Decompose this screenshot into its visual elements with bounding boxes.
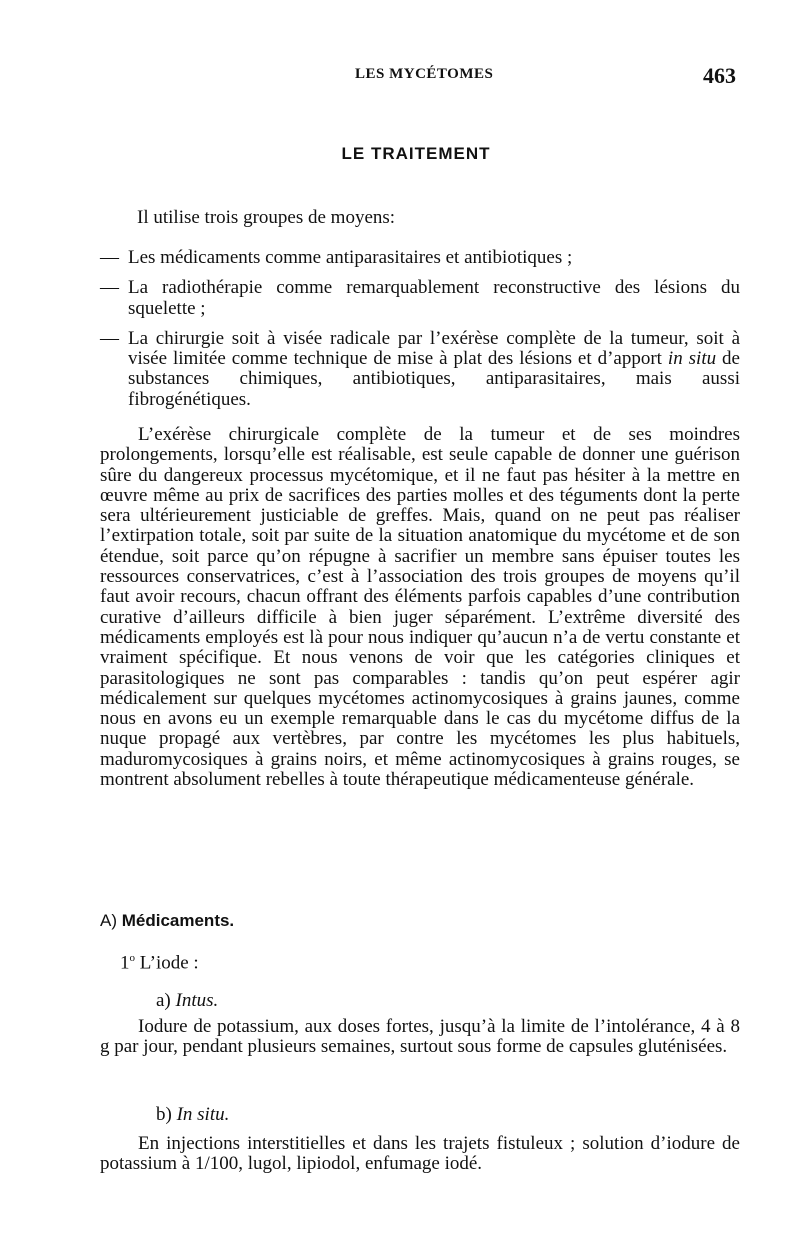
list-item-text-after: de substances chimiques, antibiotiques, antiparasitaires, mais aussi fibrogénétiques. [128,348,740,410]
running-header [0,63,800,90]
subsection-title: Médicaments. [121,911,235,930]
list-dash: — [100,277,119,299]
page-number: 463 [703,63,736,88]
intro-paragraph: Il utilise trois groupes de moyens: [137,207,396,228]
item-a-label: Intus. [175,990,219,1011]
list-dash: — [100,247,119,268]
item-degree: o [129,952,135,964]
item-b-prefix: b) [156,1104,172,1125]
subsection-prefix: A) [100,911,117,930]
item-a-prefix: a) [156,990,171,1011]
list-item-text-italic: in situ [667,348,717,370]
main-paragraph: L’exérèse chirurgicale complète de la tumeur et de ses moindres prolongements, lorsqu’elle est réalisable, est seule capable de donner une guérison sûre du dangereux processus mycétomique, et il ne faut pas hésiter à la mettre en œuvre même au prix de sacrifices des parties molles et des téguments dont la perte sera ultérieurement justiciable de greffes. Mais, quand on ne peut pas réaliser l’extirpation totale, soit par suite de la situation anatomique du mycétome et de son étendue, soit parce qu’on répugne à sacrifier un membre sans épuiser toutes les ressources conservatrices, c’est à l’association des trois groupes de moyens qu’il faut avoir recours, chacun offrant des éléments parfois capables d’une contribution curative d’ailleurs difficile à bien juger séparément. L’extrême diversité des médicaments employés est là pour nous indiquer qu’aucun n’a de vertu constante et vraiment spécifique. Et nous venons de voir que les catégories cliniques et parasitologiques ne sont pas comparables : tandis qu’on peut espérer agir médicalement sur quelques mycétomes actinomycosiques à grains jaunes, comme nous en avons eu un exemple remarquable dans le cas du mycétome diffus de la nuque propagé aux vertèbres, par contre les mycétomes les plus habituels, maduromycosiques à grains noirs, et même actinomycosiques à grains rouges, se montrent absolument rebelles à toute thérapeutique médicamenteuse générale. [100,424,740,791]
insitu-paragraph: En injections interstitielles et dans les trajets fistuleux ; solution d’iodure de potassium à 1/100, lugol, lipiodol, enfumage iodé. [100,1133,740,1175]
subsection-heading-a [100,911,234,931]
item-label: L’iode : [139,952,199,974]
list-item-medications [100,248,740,268]
item-a-heading [156,990,218,1012]
list-item-text-before: La chirurgie soit à visée radicale par l’exérèse complète de la tumeur, soit à visée limitée comme technique de mise à plat des lésions et d’apport [128,327,740,370]
list-item-text: La radiothérapie comme remarquablement reconstructive des lésions du squelette ; [128,277,740,319]
item-b-label: In situ. [176,1104,230,1125]
list-item-surgery [100,329,740,410]
intus-paragraph: Iodure de potassium, aux doses fortes, jusqu’à la limite de l’intolérance, 4 à 8 g par jour, pendant plusieurs semaines, surtout sous forme de capsules gluténisées. [100,1016,740,1058]
list-item-radiotherapy [100,278,740,319]
section-title: LE TRAITEMENT [341,144,491,163]
running-title: LES MYCÉTOMES [355,66,494,82]
item-number: 1 [120,952,130,974]
list-item-text: Les médicaments comme antiparasitaires et antibiotiques ; [128,247,573,268]
item-b-heading [156,1104,229,1126]
item-1-heading [120,952,199,974]
means-list [100,248,740,420]
list-dash: — [100,327,119,349]
